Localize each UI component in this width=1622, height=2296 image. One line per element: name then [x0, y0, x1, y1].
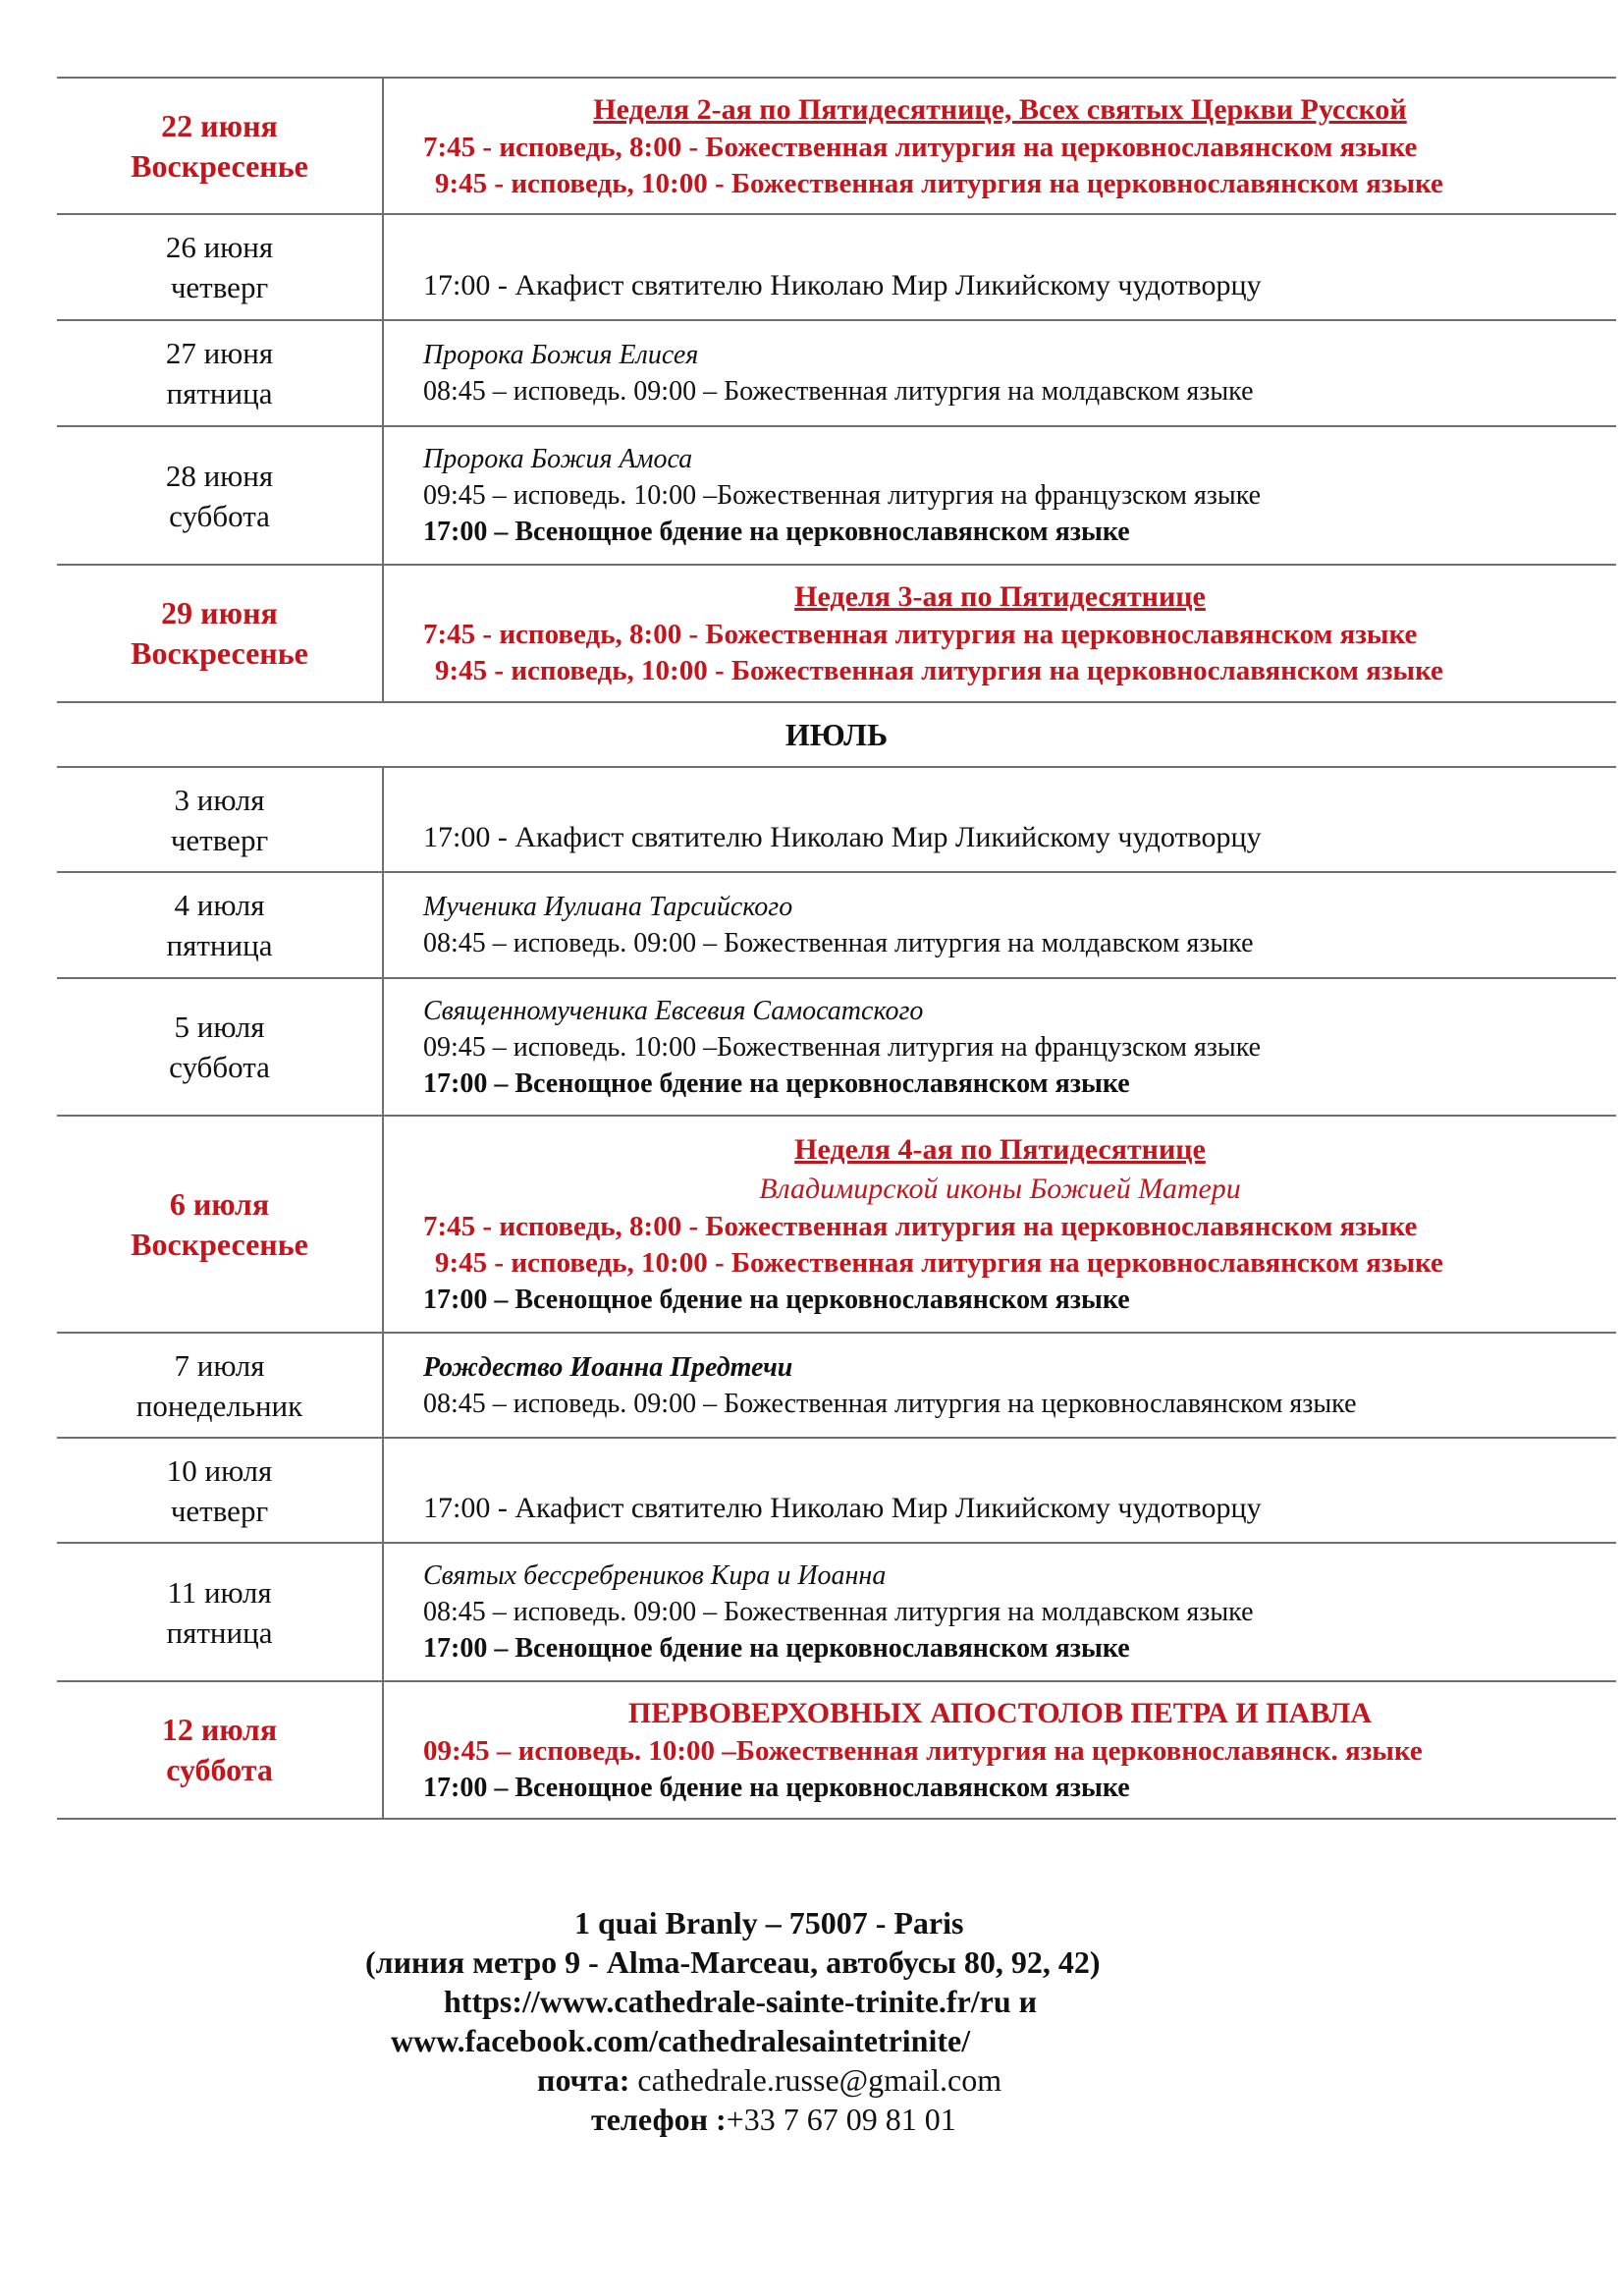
schedule-table	[57, 77, 1616, 1820]
late-liturgy: 9:45 - исповедь, 10:00 - Божественная литургия на церковнославянском языке	[435, 1247, 1443, 1279]
month-heading: ИЮЛЬ	[57, 702, 1616, 767]
schedule-row	[57, 1543, 1616, 1681]
feast-title: Неделя 2-ая по Пятидесятнице, Всех святых Церкви Русской	[593, 92, 1407, 126]
weekday: Воскресенье	[131, 147, 308, 184]
weekday: Воскресенье	[131, 1226, 308, 1262]
month-heading-row	[57, 702, 1616, 767]
schedule-row	[57, 565, 1616, 702]
weekday: пятница	[166, 1614, 273, 1650]
phone-label: телефон :	[591, 2102, 727, 2137]
date-cell	[57, 1116, 383, 1333]
date-cell	[57, 214, 383, 320]
saint-commemoration: Мученика Иулиана Тарсийского	[423, 892, 793, 922]
liturgy: 09:45 – исповедь. 10:00 –Божественная литургия на французском языке	[423, 480, 1262, 511]
services-cell	[383, 426, 1616, 565]
facebook-link[interactable]: www.facebook.com/cathedralesaintetrinite/	[391, 2023, 971, 2058]
liturgy: 08:45 – исповедь. 09:00 – Божественная литургия на молдавском языке	[423, 1597, 1254, 1627]
late-liturgy: 9:45 - исповедь, 10:00 - Божественная литургия на церковнославянском языке	[435, 167, 1443, 199]
date-cell	[57, 1333, 383, 1438]
weekday: четверг	[170, 1493, 269, 1528]
email-line	[0, 2060, 1622, 2100]
akathist: 17:00 - Акафист святителю Николаю Мир Ликийскому чудотворцу	[423, 269, 1262, 301]
vigil: 17:00 – Всенощное бдение на церковнославянском языке	[423, 517, 1130, 547]
vigil: 17:00 – Всенощное бдение на церковнославянском языке	[423, 1773, 1130, 1803]
weekday: четверг	[170, 822, 269, 857]
services-cell	[383, 320, 1616, 426]
vigil: 17:00 – Всенощное бдение на церковнославянском языке	[423, 1067, 1130, 1099]
weekday: суббота	[166, 1752, 273, 1787]
schedule-row	[57, 1681, 1616, 1819]
phone-line	[0, 2100, 1622, 2139]
liturgy: 09:45 – исповедь. 10:00 –Божественная литургия на французском языке	[423, 1031, 1262, 1063]
schedule-row	[57, 767, 1616, 872]
date: 29 июня	[161, 595, 278, 630]
weekday: суббота	[169, 1050, 270, 1084]
schedule-row	[57, 214, 1616, 320]
services-cell	[383, 767, 1616, 872]
schedule-row	[57, 978, 1616, 1116]
schedule-row	[57, 426, 1616, 565]
weekday: понедельник	[135, 1388, 303, 1423]
date: 28 июня	[165, 458, 274, 493]
date: 27 июня	[165, 336, 274, 370]
early-liturgy: 7:45 - исповедь, 8:00 - Божественная литургия на церковнославянском языке	[423, 131, 1418, 163]
weekday: пятница	[166, 928, 273, 962]
services-cell	[383, 1438, 1616, 1543]
email-address[interactable]: cathedrale.russe@gmail.com	[637, 2062, 1002, 2098]
date-cell	[57, 1543, 383, 1681]
vigil: 17:00 – Всенощное бдение на церковнославянском языке	[423, 1285, 1130, 1315]
services-cell	[383, 214, 1616, 320]
weekday: суббота	[169, 498, 270, 533]
date-cell	[57, 978, 383, 1116]
services-cell	[383, 1333, 1616, 1438]
saint-commemoration: Пророка Божия Амоса	[423, 444, 693, 474]
saint-commemoration: Священномученика Евсевия Самосатского	[423, 995, 924, 1026]
services-cell	[383, 872, 1616, 978]
saint-commemoration: Пророка Божия Елисея	[423, 340, 699, 370]
date: 6 июля	[169, 1185, 270, 1222]
schedule-row	[57, 1438, 1616, 1543]
date: 12 июля	[161, 1712, 278, 1747]
schedule-row	[57, 1333, 1616, 1438]
date-cell	[57, 320, 383, 426]
date: 10 июля	[166, 1452, 273, 1488]
services-cell	[383, 1116, 1616, 1333]
liturgy: 08:45 – исповедь. 09:00 – Божественная литургия на молдавском языке	[423, 376, 1254, 407]
services-cell	[383, 1543, 1616, 1681]
weekday: четверг	[170, 270, 269, 304]
date-cell	[57, 767, 383, 872]
schedule-row	[57, 1116, 1616, 1333]
date: 11 июля	[167, 1574, 272, 1610]
services-cell	[383, 565, 1616, 702]
feast-liturgy: 09:45 – исповедь. 10:00 –Божественная литургия на церковнославянск. языке	[423, 1735, 1423, 1767]
weekday: Воскресенье	[131, 635, 308, 671]
date: 3 июля	[174, 782, 265, 817]
date: 5 июля	[174, 1010, 265, 1044]
date: 4 июля	[174, 888, 265, 922]
schedule-row	[57, 320, 1616, 426]
services-cell	[383, 78, 1616, 214]
date-cell	[57, 1438, 383, 1543]
address: 1 quai Branly – 75007 - Paris	[574, 1905, 964, 1941]
feast-title: ПЕРВОВЕРХОВНЫХ АПОСТОЛОВ ПЕТРА И ПАВЛА	[627, 1697, 1373, 1729]
date-cell	[57, 426, 383, 565]
saint-commemoration: Святых бессребреников Кира и Иоанна	[423, 1560, 887, 1591]
date: 26 июня	[165, 230, 274, 264]
akathist: 17:00 - Акафист святителю Николаю Мир Ликийскому чудотворцу	[423, 821, 1262, 853]
contact-footer	[0, 1903, 1622, 2139]
schedule-row	[57, 872, 1616, 978]
website-link[interactable]: https://www.cathedrale-sainte-trinite.fr/ru и	[444, 1984, 1038, 2019]
date: 7 июля	[174, 1347, 265, 1383]
date-cell	[57, 78, 383, 214]
schedule-row	[57, 78, 1616, 214]
saint-commemoration: Рождество Иоанна Предтечи	[423, 1351, 793, 1383]
date-cell	[57, 565, 383, 702]
feast-title: Неделя 4-ая по Пятидесятнице	[794, 1133, 1206, 1166]
feast-subtitle: Владимирской иконы Божией Матери	[759, 1173, 1241, 1205]
early-liturgy: 7:45 - исповедь, 8:00 - Божественная литургия на церковнославянском языке	[423, 619, 1418, 650]
email-label: почта:	[537, 2062, 630, 2098]
date-cell	[57, 1681, 383, 1819]
date: 22 июня	[161, 107, 278, 143]
services-cell	[383, 1681, 1616, 1819]
vigil: 17:00 – Всенощное бдение на церковнославянском языке	[423, 1633, 1130, 1664]
phone-number[interactable]: +33 7 67 09 81 01	[726, 2102, 956, 2137]
late-liturgy: 9:45 - исповедь, 10:00 - Божественная литургия на церковнославянском языке	[435, 655, 1443, 686]
weekday: пятница	[166, 376, 273, 410]
date-cell	[57, 872, 383, 978]
feast-title: Неделя 3-ая по Пятидесятнице	[794, 580, 1206, 613]
early-liturgy: 7:45 - исповедь, 8:00 - Божественная литургия на церковнославянском языке	[423, 1211, 1418, 1242]
transport-info: (линия метро 9 - Alma-Marceau, автобусы 80, 92, 42)	[365, 1944, 1101, 1980]
liturgy: 08:45 – исповедь. 09:00 – Божественная литургия на церковнославянском языке	[423, 1388, 1357, 1419]
akathist: 17:00 - Акафист святителю Николаю Мир Ликийскому чудотворцу	[423, 1492, 1262, 1524]
liturgy: 08:45 – исповедь. 09:00 – Божественная литургия на молдавском языке	[423, 928, 1254, 958]
services-cell	[383, 978, 1616, 1116]
